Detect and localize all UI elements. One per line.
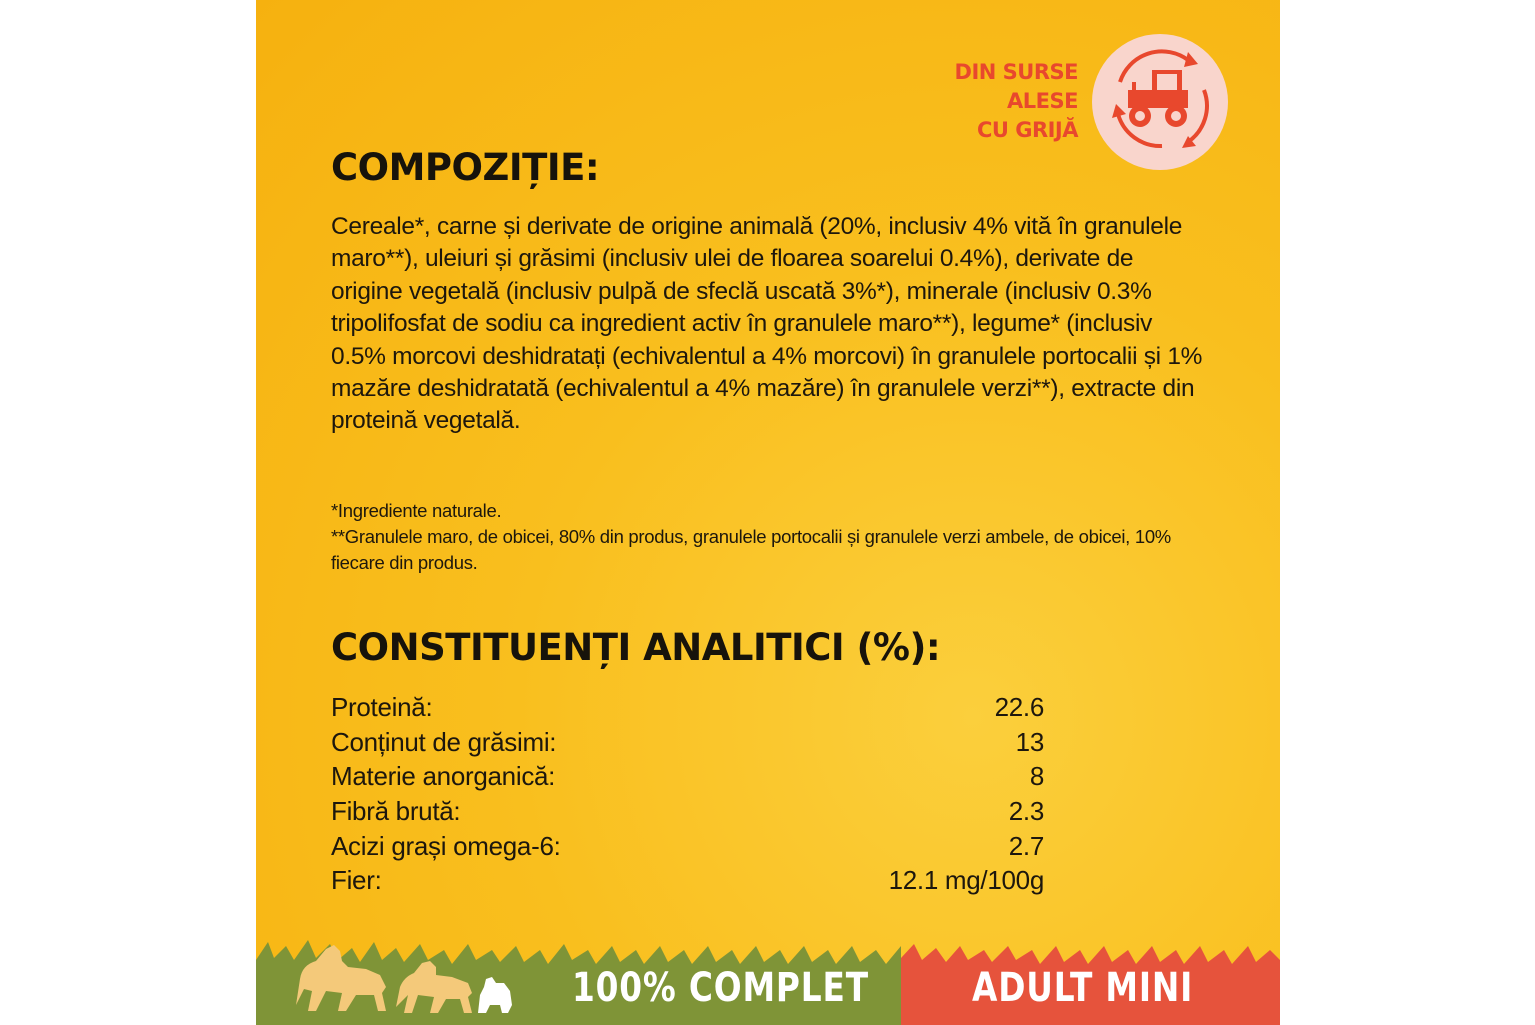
dog-silhouettes-icon [286, 935, 516, 1020]
analytic-value: 2.7 [1008, 830, 1044, 861]
size-label: ADULT MINI [972, 965, 1194, 1011]
analytic-row [331, 759, 1044, 794]
badge-line-3: CU GRIJĂ [976, 118, 1078, 142]
analytic-value: 2.3 [1008, 796, 1044, 827]
badge-line-2: ALESE [1007, 89, 1078, 113]
composition-text: Cereale*, carne și derivate de origine animală (20%, inclusiv 4% vită în granulele maro**), uleiuri și grăsimi (inclusiv ulei de floarea soarelui 0.4%), derivate de origine vegetală (inclusiv pulpă de sfeclă uscată 3%*), minerale (inclusiv 0.3% tripolifosfat de sodiu ca ingredient activ în granulele maro**), legume* (inclusiv 0.5% morcovi deshidratați (echivalentul a 4% morcovi) în granulele portocalii și 1% mazăre deshidratată (echivalentul a 4% mazăre) în granulele verzi**), extracte din proteină vegetală. [331, 213, 1203, 435]
analytic-label: Proteină: [331, 692, 433, 722]
analytic-row [331, 690, 1044, 725]
analytic-label: Acizi grași omega-6: [331, 830, 561, 861]
analytic-row [331, 863, 1044, 898]
analytic-heading: CONSTITUENȚI ANALITICI (%): [331, 626, 941, 669]
analytic-label: Conținut de grăsimi: [331, 726, 557, 757]
analytic-table [331, 690, 1044, 898]
sourcing-badge-text [955, 58, 1078, 145]
complete-label: 100% COMPLET [572, 965, 869, 1011]
analytic-value: 13 [1015, 726, 1044, 757]
analytic-row [331, 829, 1044, 864]
analytic-value: 22.6 [994, 692, 1044, 722]
composition-footnotes [331, 498, 1211, 576]
composition-heading: COMPOZIȚIE: [331, 146, 600, 189]
footnote-granules: **Granulele maro, de obicei, 80% din produs, granulele portocalii și granulele verzi ambele, de obicei, 10% fiecare din produs. [331, 526, 1171, 573]
product-info-panel [256, 0, 1280, 1025]
analytic-row [331, 725, 1044, 760]
badge-line-1: DIN SURSE [954, 60, 1078, 84]
footnote-natural: *Ingrediente naturale. [331, 500, 502, 521]
analytic-label: Fibră brută: [331, 796, 461, 827]
analytic-value: 12.1 mg/100g [888, 865, 1044, 896]
analytic-label: Materie anorganică: [331, 761, 556, 792]
analytic-value: 8 [1029, 761, 1044, 792]
tractor-recycle-icon [1092, 34, 1228, 170]
analytic-label: Fier: [331, 865, 382, 896]
analytic-row [331, 794, 1044, 829]
